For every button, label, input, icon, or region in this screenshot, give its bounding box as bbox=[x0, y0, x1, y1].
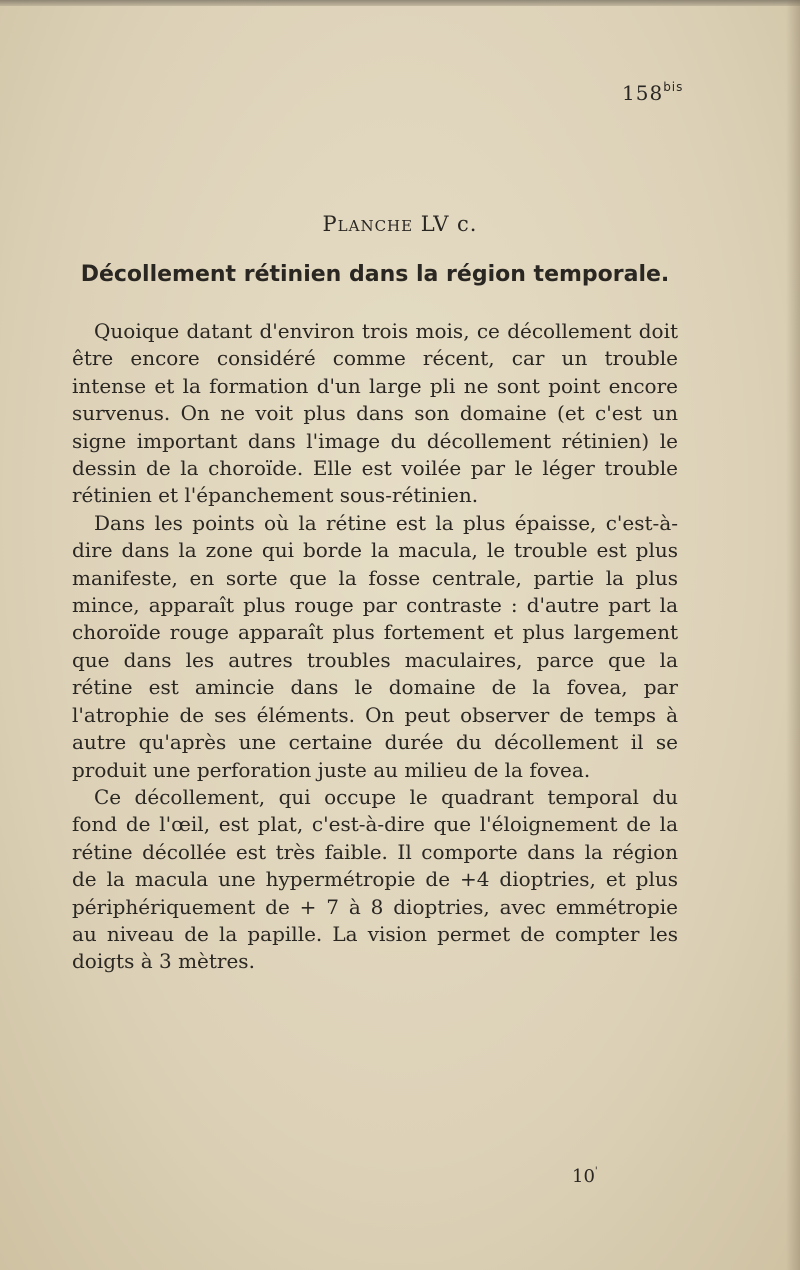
signature-suffix: ' bbox=[594, 1166, 598, 1177]
paragraph: Dans les points où la rétine est la plus épaisse, c'est-à-dire dans la zone qui borde la macula, le trouble est plus manifeste, en sorte que la fosse centrale, partie la plus mince, apparaît plus rouge par contraste : d'autre part la choroïde rouge apparaît plus fortement et plus largement que dans les autres troubles maculaires, parce que la rétine est amincie dans le domaine de la fovea, par l'atrophie de ses éléments. On peut observer de temps à autre qu'après une certaine durée du décollement il se produit une perforation juste au milieu de la fovea. bbox=[72, 510, 678, 782]
paragraph: Quoique datant d'environ trois mois, ce décollement doit être encore considéré comme récent, car un trouble intense et la formation d'un large pli ne sont point encore survenus. On ne voit plus dans son domaine (et c'est un signe important dans l'image du décollement rétinien) le dessin de la choroïde. Elle est voilée par le léger trouble rétinien et l'épanchement sous-rétinien. bbox=[72, 319, 678, 508]
paragraph: Ce décollement, qui occupe le quadrant temporal du fond de l'œil, est plat, c'est-à-dire que l'éloignement de la rétine décollée est très faible. Il comporte dans la région de la macula une hypermétropie de +4 dioptries, et plus périphériquement de + 7 à 8 dioptries, avec emmétropie au niveau de la papille. La vision permet de compter les doigts à 3 mètres. bbox=[72, 784, 678, 974]
page-number bbox=[622, 80, 683, 105]
page-number-value: 158 bbox=[622, 81, 664, 105]
plate-title bbox=[0, 212, 800, 236]
page-top-edge bbox=[0, 0, 800, 6]
plate-label: Planche bbox=[322, 212, 414, 236]
signature-value: 10 bbox=[572, 1166, 595, 1187]
signature-mark bbox=[572, 1166, 598, 1187]
plate-number: LV c. bbox=[413, 212, 478, 236]
page-right-edge bbox=[786, 0, 800, 1270]
page-number-suffix: bis bbox=[663, 80, 684, 94]
section-heading: Décollement rétinien dans la région temporale. bbox=[80, 262, 670, 287]
body-text bbox=[72, 318, 678, 976]
